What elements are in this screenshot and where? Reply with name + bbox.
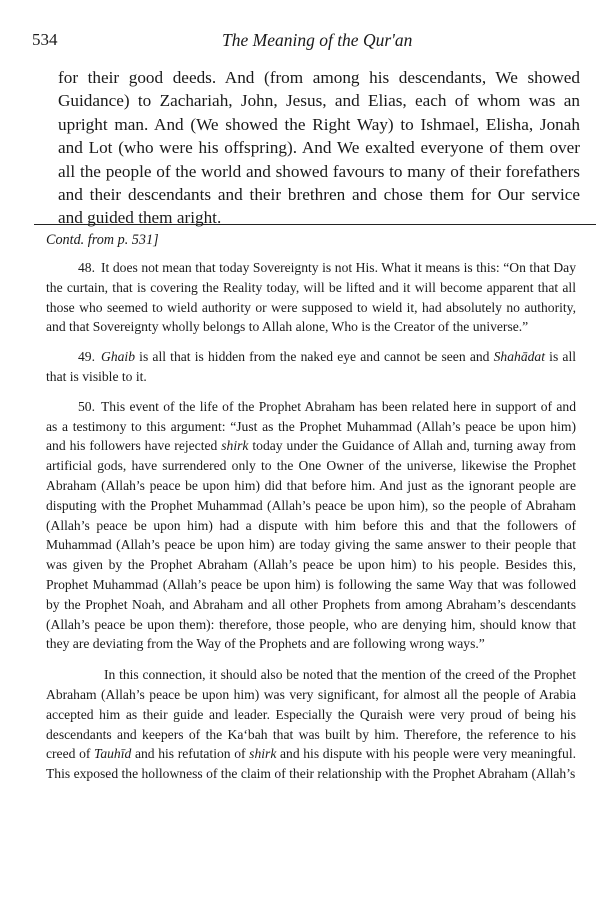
note-text: today under the Guidance of Allah and, turning away from artificial gods, have surrendered only to the One Owner of the universe, likewise the Prophet Abraham (Allah’s peace be upon him) did that before him. And just as the ignorant people are disputing with the Prophet Muhammad (Allah’s peace be upon him), so the people of Abraham (Allah’s peace be upon him) had a dispute with him before this and that the followers of Muhammad (Allah’s peace be upon him) are today giving the same answer to their people that was given by the Prophet Abraham (Allah’s peace be upon him) to his people. Besides this, Prophet Muhammad (Allah’s peace be upon him) is following the same Way that was followed by the Prophet Noah, and Abraham and all other Prophets from among Abraham’s descendants (Allah’s peace be upon them): therefore, those people, who are denying him, should know that they are deviating from the Way of the Prophets and are following wrong ways.” <box>46 438 576 652</box>
note-number: 50. <box>78 398 95 414</box>
term-tauhid: Tauhīd <box>94 746 132 762</box>
note-49 <box>46 347 576 387</box>
term-shahadat: Shahādat <box>493 349 545 365</box>
note-text: In this connection, it should also be noted that the mention of the creed of the Prophet Abraham (Allah’s peace be upon him) was very significant, for almost all the people of Arabia accepted him as their guide and leader. Especially the Quraish were very proud of being his descendants and keepers of the Ka‘bah that was built by him. Therefore, the reference to his creed of <box>46 667 576 762</box>
note-text: is all that is hidden from the naked eye and cannot be seen and <box>134 349 494 365</box>
note-50 <box>46 397 576 654</box>
note-50-continuation <box>46 665 576 784</box>
term-shirk: shirk <box>249 746 277 762</box>
continued-from-label: Contd. from p. 531] <box>46 232 159 248</box>
note-text: This event of the life of the Prophet Abraham has been related here in support of and as a testimony to this argument: “Just as the Prophet Muhammad (Allah’s peace be upon him) and his followers have rejected <box>46 398 576 454</box>
page-header <box>32 30 580 54</box>
section-divider <box>34 224 596 225</box>
note-48 <box>46 258 576 337</box>
note-text: and his refutation of <box>131 746 250 762</box>
page-number: 534 <box>32 30 58 49</box>
note-text: It does not mean that today Sovereignty is not His. What it means is this: “On that Day the curtain, that is covering the Reality today, will be lifted and it will become apparent that all those who seemed to wield authority or were supposed to wield it, had absolutely no authority, and that Sovereignty wholly belongs to Allah alone, Who is the Creator of the universe.” <box>46 260 576 335</box>
note-number: 48. <box>78 260 95 275</box>
note-number: 49. <box>78 349 95 365</box>
commentary-notes <box>46 258 576 784</box>
running-title: The Meaning of the Qur'an <box>222 30 413 50</box>
verse-translation: for their good deeds. And (from among his descendants, We showed Guidance) to Zachariah, John, Jesus, and Elias, each of whom was an upright man. And (We showed the Right Way) to Ishmael, Elisha, Jonah and Lot (who were his offspring). And We exalted everyone of them over all the people of the world and showed favours to many of their forefathers and their descendants and their brethren and chose them for Our service and guided them aright. <box>58 68 580 228</box>
note-text: and his dispute with his people were very meaningful. This exposed the hollowness of the claim of their relationship with the Prophet Abraham (Allah’s <box>46 746 577 782</box>
term-shirk: shirk <box>221 438 249 454</box>
term-ghaib: Ghaib <box>101 349 135 365</box>
note-text: is all that is visible to it. <box>46 349 576 384</box>
